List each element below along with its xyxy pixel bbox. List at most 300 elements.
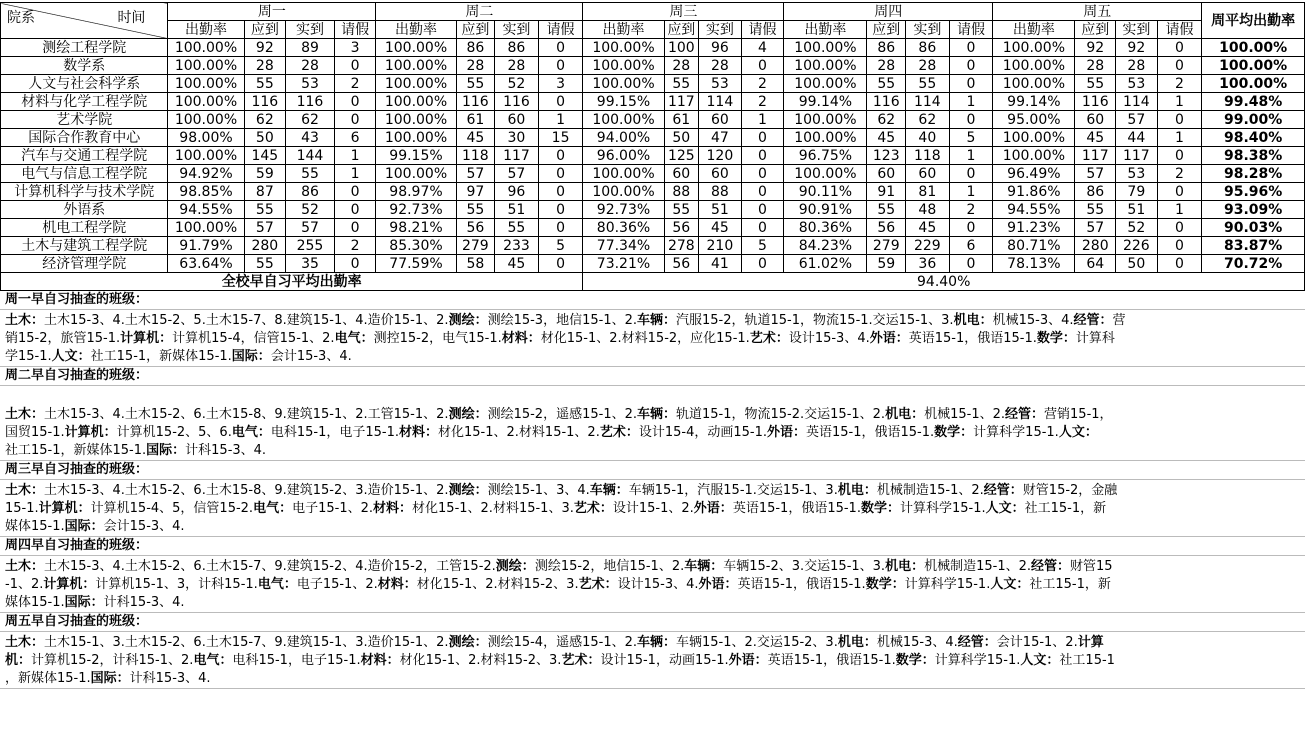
- cell-present: 96: [699, 39, 742, 57]
- cell-leave: 1: [949, 93, 993, 111]
- class-list-text: 电子15-1、2.: [292, 501, 374, 516]
- class-list-text: 社工15-1，新: [1029, 577, 1111, 592]
- cell-present: 45: [699, 219, 742, 237]
- class-list-text: 计算科学15-1.: [904, 577, 991, 592]
- cell-rate: 92.73%: [376, 201, 456, 219]
- class-list-text: 营销15-1，: [1044, 407, 1113, 422]
- college-name: 材料与化学工程学院: [1, 93, 168, 111]
- cell-rate: 91.23%: [993, 219, 1075, 237]
- class-list-text: 测控15-2，电气15-1.: [373, 331, 502, 346]
- cell-leave: 3: [538, 75, 583, 93]
- class-list-text: 测绘15-2，遥感15-1、2.: [487, 407, 637, 422]
- sub-header-present: 实到: [286, 21, 335, 39]
- cell-present: 210: [699, 237, 742, 255]
- class-list-text: 土木15-3、4.土木15-2、6.土木15-7、9.建筑15-2、4.造价15-2，工管15-2.: [44, 559, 496, 574]
- corner-time-label: 时间: [117, 10, 146, 26]
- cell-leave: 0: [1157, 39, 1202, 57]
- department-label: 电气：: [334, 331, 374, 346]
- cell-expected: 55: [867, 201, 906, 219]
- cell-leave: 0: [538, 93, 583, 111]
- weekly-average-cell: 99.48%: [1202, 93, 1305, 111]
- department-label: 材料：: [360, 653, 400, 668]
- cell-leave: 2: [334, 237, 376, 255]
- cell-present: 81: [906, 183, 950, 201]
- cell-leave: 0: [741, 219, 784, 237]
- class-list-text: 社工15-1，新媒体15-1.: [5, 443, 147, 458]
- cell-expected: 91: [867, 183, 906, 201]
- cell-rate: 96.00%: [583, 147, 664, 165]
- cell-expected: 55: [244, 201, 286, 219]
- class-list-text: 机械15-1、2.: [924, 407, 1006, 422]
- cell-expected: 56: [664, 219, 699, 237]
- department-label: 艺术：: [573, 501, 613, 516]
- day-header-tue: 周二: [376, 3, 583, 21]
- department-label: 外语：: [698, 577, 738, 592]
- cell-rate: 94.55%: [168, 201, 244, 219]
- section-line: [5, 594, 1300, 612]
- sub-header-present: 实到: [906, 21, 950, 39]
- class-list-text: 土木15-3、4.土木15-2、5.土木15-7、8.建筑15-1、4.造价15-1、2.: [44, 313, 449, 328]
- cell-rate: 91.79%: [168, 237, 244, 255]
- cell-rate: 100.00%: [784, 75, 867, 93]
- cell-present: 57: [286, 219, 335, 237]
- cell-leave: 0: [741, 183, 784, 201]
- department-label: 艺术：: [749, 331, 789, 346]
- cell-present: 79: [1116, 183, 1158, 201]
- college-name: 经济管理学院: [1, 255, 168, 273]
- cell-expected: 55: [664, 75, 699, 93]
- cell-leave: 1: [1157, 93, 1202, 111]
- department-label: 人文：: [990, 577, 1030, 592]
- cell-rate: 94.55%: [993, 201, 1075, 219]
- department-label: 数学：: [860, 501, 900, 516]
- department-label: 机电：: [837, 483, 877, 498]
- cell-expected: 86: [1075, 183, 1116, 201]
- cell-rate: 80.71%: [993, 237, 1075, 255]
- cell-rate: 98.85%: [168, 183, 244, 201]
- cell-expected: 28: [456, 57, 495, 75]
- cell-present: 120: [699, 147, 742, 165]
- cell-expected: 28: [867, 57, 906, 75]
- cell-rate: 100.00%: [993, 147, 1075, 165]
- cell-present: 40: [906, 129, 950, 147]
- class-list-text: 材化15-1、2.材料15-2，应化15-1.: [540, 331, 750, 346]
- department-label: 国际：: [64, 595, 104, 610]
- cell-rate: 94.00%: [583, 129, 664, 147]
- cell-present: 35: [286, 255, 335, 273]
- table-row: [1, 201, 1305, 219]
- cell-expected: 50: [244, 129, 286, 147]
- class-list-text: 土木15-3、4.土木15-2、6.土木15-8、9.建筑15-2、3.造价15-1、2.: [44, 483, 449, 498]
- cell-leave: 0: [1157, 237, 1202, 255]
- department-label: 国际：: [231, 349, 271, 364]
- department-label: 数学：: [934, 425, 974, 440]
- cell-leave: 3: [334, 39, 376, 57]
- cell-rate: 100.00%: [376, 75, 456, 93]
- cell-leave: 0: [334, 201, 376, 219]
- department-label: 人文：: [51, 349, 91, 364]
- class-list-text: 机械制造15-1、2.: [876, 483, 984, 498]
- cell-rate: 61.02%: [784, 255, 867, 273]
- cell-rate: 100.00%: [376, 57, 456, 75]
- table-row: [1, 147, 1305, 165]
- cell-leave: 1: [741, 111, 784, 129]
- class-list-text: 计算科学15-1.: [934, 653, 1021, 668]
- department-label: 土木：: [5, 635, 45, 650]
- sub-header-leave: 请假: [1157, 21, 1202, 39]
- department-label: 测绘：: [448, 407, 488, 422]
- cell-leave: 5: [949, 129, 993, 147]
- cell-expected: 56: [867, 219, 906, 237]
- department-label: 国际：: [146, 443, 186, 458]
- cell-leave: 0: [741, 147, 784, 165]
- class-list-text: 计科15-3、4.: [129, 671, 211, 686]
- cell-leave: 15: [538, 129, 583, 147]
- class-list-text: 材化15-1、2.材料15-1、3.: [412, 501, 574, 516]
- cell-present: 114: [906, 93, 950, 111]
- cell-rate: 100.00%: [168, 219, 244, 237]
- sub-header-expected: 应到: [867, 21, 906, 39]
- cell-present: 45: [906, 219, 950, 237]
- cell-expected: 62: [867, 111, 906, 129]
- cell-expected: 117: [1075, 147, 1116, 165]
- cell-expected: 55: [456, 75, 495, 93]
- cell-leave: 2: [741, 75, 784, 93]
- department-label: 材料：: [373, 501, 413, 516]
- cell-expected: 97: [456, 183, 495, 201]
- cell-expected: 55: [1075, 201, 1116, 219]
- class-list-text: 计科15-3、4.: [185, 443, 267, 458]
- class-list-text: 车辆15-1，汽服15-1.交运15-1、3.: [628, 483, 838, 498]
- cell-present: 45: [495, 255, 539, 273]
- department-label: 机：: [5, 653, 32, 668]
- cell-rate: 84.23%: [784, 237, 867, 255]
- cell-rate: 85.30%: [376, 237, 456, 255]
- section-body: [0, 386, 1305, 461]
- class-list-text: 机械15-3、4.: [992, 313, 1074, 328]
- cell-leave: 5: [538, 237, 583, 255]
- cell-present: 117: [495, 147, 539, 165]
- cell-present: 52: [286, 201, 335, 219]
- section-title: 周二早自习抽查的班级：: [0, 367, 1305, 386]
- cell-leave: 6: [334, 129, 376, 147]
- cell-present: 28: [286, 57, 335, 75]
- college-name: 人文与社会科学系: [1, 75, 168, 93]
- cell-present: 55: [906, 75, 950, 93]
- cell-expected: 86: [456, 39, 495, 57]
- cell-leave: 0: [949, 57, 993, 75]
- cell-present: 116: [286, 93, 335, 111]
- department-label: 车辆：: [637, 313, 677, 328]
- cell-expected: 56: [664, 255, 699, 273]
- sub-header-leave: 请假: [741, 21, 784, 39]
- cell-expected: 61: [456, 111, 495, 129]
- cell-leave: 0: [538, 39, 583, 57]
- college-name: 外语系: [1, 201, 168, 219]
- cell-leave: 0: [334, 183, 376, 201]
- cell-leave: 0: [1157, 219, 1202, 237]
- class-list-text: 材化15-1、2.材料15-2、3.: [416, 577, 579, 592]
- cell-expected: 55: [867, 75, 906, 93]
- cell-expected: 62: [244, 111, 286, 129]
- cell-expected: 45: [867, 129, 906, 147]
- weekly-average-cell: 93.09%: [1202, 201, 1305, 219]
- cell-present: 52: [1116, 219, 1158, 237]
- cell-expected: 280: [1075, 237, 1116, 255]
- table-row: [1, 57, 1305, 75]
- cell-leave: 0: [949, 39, 993, 57]
- department-label: 材料：: [377, 577, 417, 592]
- cell-rate: 92.73%: [583, 201, 664, 219]
- cell-expected: 57: [1075, 165, 1116, 183]
- cell-expected: 60: [664, 165, 699, 183]
- section-line: [5, 424, 1300, 442]
- college-name: 艺术学院: [1, 111, 168, 129]
- cell-present: 62: [906, 111, 950, 129]
- cell-leave: 0: [1157, 111, 1202, 129]
- weekly-average-cell: 70.72%: [1202, 255, 1305, 273]
- cell-expected: 278: [664, 237, 699, 255]
- department-label: 机电：: [885, 559, 925, 574]
- department-label: 材料：: [399, 425, 439, 440]
- cell-rate: 100.00%: [376, 93, 456, 111]
- weekly-average-cell: 100.00%: [1202, 75, 1305, 93]
- class-list-text: 媒体15-1.: [5, 595, 65, 610]
- cell-rate: 99.15%: [583, 93, 664, 111]
- cell-leave: 2: [334, 75, 376, 93]
- department-label: 计算机：: [64, 425, 117, 440]
- college-name: 测绘工程学院: [1, 39, 168, 57]
- section-line: [5, 388, 1300, 406]
- department-label: 车辆：: [589, 483, 629, 498]
- sub-header-rate: 出勤率: [784, 21, 867, 39]
- class-list-text: 测绘15-4，遥感15-1、2.: [487, 635, 637, 650]
- class-list-text: 机械15-3、4.: [876, 635, 958, 650]
- cell-expected: 56: [456, 219, 495, 237]
- class-list-text: 计算科学15-1.: [899, 501, 986, 516]
- class-list-text: 测绘15-2，地信15-1、2.: [534, 559, 685, 574]
- department-label: 人文：: [1058, 425, 1098, 440]
- section-body: [0, 632, 1305, 689]
- cell-expected: 61: [664, 111, 699, 129]
- cell-leave: 2: [1157, 75, 1202, 93]
- day-header-thu: 周四: [784, 3, 993, 21]
- cell-present: 36: [906, 255, 950, 273]
- total-row: [1, 273, 1305, 291]
- cell-leave: 0: [538, 183, 583, 201]
- class-list-text: 会计15-3、4.: [103, 519, 185, 534]
- department-label: 土木：: [5, 407, 45, 422]
- section-line: [5, 500, 1300, 518]
- weekly-average-header: 周平均出勤率: [1202, 3, 1305, 39]
- cell-expected: 55: [244, 75, 286, 93]
- section-line: [5, 312, 1300, 330]
- weekly-average-cell: 83.87%: [1202, 237, 1305, 255]
- section-title: 周四早自习抽查的班级：: [0, 537, 1305, 556]
- section-title: 周一早自习抽查的班级：: [0, 291, 1305, 310]
- cell-leave: 0: [1157, 183, 1202, 201]
- class-list-text: 学15-1.: [5, 349, 52, 364]
- cell-rate: 91.86%: [993, 183, 1075, 201]
- table-row: [1, 219, 1305, 237]
- class-list-text: 英语15-1，俄语15-1.: [737, 577, 866, 592]
- day-header-wed: 周三: [583, 3, 784, 21]
- department-label: 车辆：: [637, 407, 677, 422]
- cell-present: 30: [495, 129, 539, 147]
- cell-expected: 116: [456, 93, 495, 111]
- cell-leave: 6: [949, 237, 993, 255]
- cell-expected: 92: [244, 39, 286, 57]
- sub-header-leave: 请假: [949, 21, 993, 39]
- cell-rate: 100.00%: [168, 147, 244, 165]
- section-line: [5, 518, 1300, 536]
- department-label: 土木：: [5, 483, 45, 498]
- cell-rate: 98.00%: [168, 129, 244, 147]
- cell-expected: 117: [664, 93, 699, 111]
- cell-expected: 123: [867, 147, 906, 165]
- cell-present: 28: [1116, 57, 1158, 75]
- cell-rate: 95.00%: [993, 111, 1075, 129]
- department-label: 数学：: [865, 577, 905, 592]
- cell-expected: 55: [456, 201, 495, 219]
- cell-present: 60: [906, 165, 950, 183]
- sub-header-row: [1, 21, 1305, 39]
- class-list-text: 15-1.: [5, 501, 39, 516]
- cell-expected: 28: [1075, 57, 1116, 75]
- cell-present: 47: [699, 129, 742, 147]
- class-list-text: 销15-2，旅管15-1.: [5, 331, 121, 346]
- cell-rate: 90.91%: [784, 201, 867, 219]
- cell-leave: 0: [538, 165, 583, 183]
- section-line: [5, 558, 1300, 576]
- class-list-text: -1、2.: [5, 577, 44, 592]
- cell-leave: 0: [949, 165, 993, 183]
- cell-present: 57: [1116, 111, 1158, 129]
- cell-rate: 100.00%: [784, 39, 867, 57]
- section-line: [5, 670, 1300, 688]
- cell-leave: 0: [334, 111, 376, 129]
- weekly-average-cell: 98.40%: [1202, 129, 1305, 147]
- weekly-average-cell: 100.00%: [1202, 57, 1305, 75]
- cell-leave: 4: [741, 39, 784, 57]
- cell-present: 51: [495, 201, 539, 219]
- class-list-text: 计算科: [1075, 331, 1115, 346]
- table-corner-header: [1, 3, 168, 39]
- class-list-text: 机械制造15-1、2.: [924, 559, 1032, 574]
- sub-header-rate: 出勤率: [168, 21, 244, 39]
- cell-leave: 1: [1157, 129, 1202, 147]
- cell-leave: 0: [949, 111, 993, 129]
- cell-present: 118: [906, 147, 950, 165]
- cell-present: 92: [1116, 39, 1158, 57]
- sub-header-expected: 应到: [244, 21, 286, 39]
- cell-rate: 100.00%: [168, 57, 244, 75]
- cell-rate: 94.92%: [168, 165, 244, 183]
- section-body: [0, 480, 1305, 537]
- cell-present: 41: [699, 255, 742, 273]
- department-label: 艺术：: [599, 425, 639, 440]
- weekly-average-cell: 100.00%: [1202, 39, 1305, 57]
- cell-leave: 1: [334, 147, 376, 165]
- class-list-text: 土木15-1、3.土木15-2、6.土木15-7、9.建筑15-1、3.造价15-1、2.: [44, 635, 449, 650]
- day-header-fri: 周五: [993, 3, 1202, 21]
- class-list-text: 设计15-1，动画15-1.: [600, 653, 729, 668]
- section-line: [5, 442, 1300, 460]
- section-title: 周五早自习抽查的班级：: [0, 613, 1305, 632]
- class-list-text: 计算科学15-1.: [973, 425, 1059, 440]
- cell-expected: 45: [1075, 129, 1116, 147]
- class-list-text: 营: [1112, 313, 1126, 328]
- department-label: 电气：: [257, 577, 297, 592]
- section-title: 周三早自习抽查的班级：: [0, 461, 1305, 480]
- cell-rate: 98.97%: [376, 183, 456, 201]
- cell-leave: 0: [741, 129, 784, 147]
- cell-leave: 0: [741, 165, 784, 183]
- college-name: 国际合作教育中心: [1, 129, 168, 147]
- department-label: 测绘：: [448, 313, 488, 328]
- college-name: 计算机科学与技术学院: [1, 183, 168, 201]
- department-label: 材料：: [501, 331, 541, 346]
- class-list-text: ，新媒体15-1.: [5, 671, 91, 686]
- cell-rate: 100.00%: [168, 39, 244, 57]
- cell-rate: 100.00%: [168, 75, 244, 93]
- cell-present: 114: [1116, 93, 1158, 111]
- section-line: [5, 634, 1300, 652]
- college-name: 数学系: [1, 57, 168, 75]
- cell-expected: 64: [1075, 255, 1116, 273]
- cell-present: 57: [495, 165, 539, 183]
- class-list-text: 社工15-1: [1059, 653, 1115, 668]
- cell-rate: 77.34%: [583, 237, 664, 255]
- class-list-text: 车辆15-1、2.交运15-2、3.: [676, 635, 838, 650]
- department-label: 数学：: [1036, 331, 1076, 346]
- cell-expected: 118: [456, 147, 495, 165]
- cell-present: 89: [286, 39, 335, 57]
- cell-present: 53: [1116, 75, 1158, 93]
- cell-leave: 5: [741, 237, 784, 255]
- class-list-text: 社工15-1，新: [1024, 501, 1107, 516]
- cell-rate: 99.14%: [784, 93, 867, 111]
- cell-expected: 58: [456, 255, 495, 273]
- class-list-text: 材化15-1、2.材料15-1、2.: [438, 425, 600, 440]
- cell-rate: 90.11%: [784, 183, 867, 201]
- cell-leave: 0: [538, 219, 583, 237]
- cell-rate: 100.00%: [784, 111, 867, 129]
- cell-rate: 100.00%: [583, 165, 664, 183]
- cell-leave: 0: [334, 255, 376, 273]
- class-list-text: 英语15-1，俄语15-1.: [732, 501, 861, 516]
- cell-rate: 100.00%: [376, 129, 456, 147]
- department-label: 艺术：: [578, 577, 618, 592]
- cell-present: 60: [699, 165, 742, 183]
- class-list-text: 计算机15-2，计科15-1、2.: [31, 653, 194, 668]
- weekly-average-cell: 98.28%: [1202, 165, 1305, 183]
- table-row: [1, 255, 1305, 273]
- weekly-average-cell: 99.00%: [1202, 111, 1305, 129]
- cell-expected: 279: [456, 237, 495, 255]
- department-label: 经管：: [1031, 559, 1071, 574]
- department-label: 外语：: [869, 331, 909, 346]
- class-list-text: 电科15-1，电子15-1.: [232, 653, 361, 668]
- department-label: 计算机：: [120, 331, 173, 346]
- cell-leave: 1: [949, 147, 993, 165]
- department-label: 土木：: [5, 559, 45, 574]
- sub-header-rate: 出勤率: [583, 21, 664, 39]
- cell-expected: 116: [1075, 93, 1116, 111]
- cell-present: 229: [906, 237, 950, 255]
- cell-rate: 100.00%: [583, 183, 664, 201]
- class-list-text: 电科15-1，电子15-1.: [270, 425, 399, 440]
